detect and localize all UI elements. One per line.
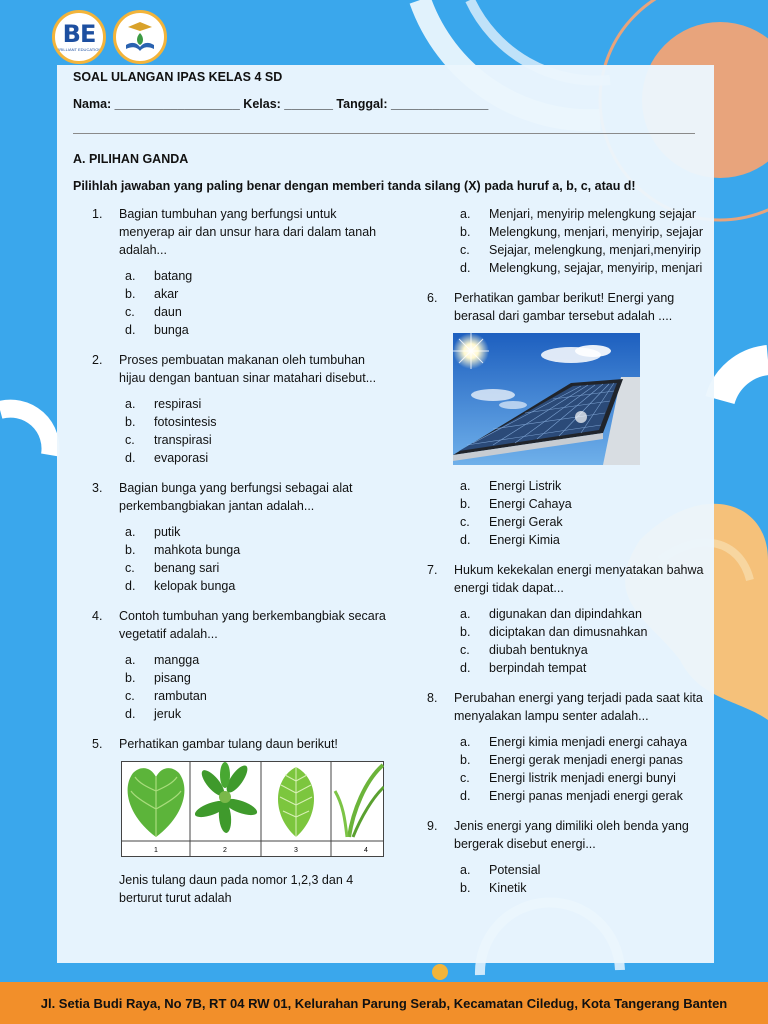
question-text: Bagian tumbuhan yang berfungsi untuk menyerap air dan unsur hara dari dalam tanah adalah... [119,207,377,257]
image-label: 3 [294,847,298,854]
option[interactable]: a. digunakan dan dipindahkan [460,607,642,621]
question-text: Perhatikan gambar berikut! Energi yang berasal dari gambar tersebut adalah .... [454,291,675,323]
option[interactable]: b. akar [125,287,179,301]
option[interactable]: a. Menjari, menyirip melengkung sejajar [460,207,697,221]
question-3: 3. Bagian bunga yang berfungsi sebagai alat perkembangbiakan jantan adalah... a. putik b. mahkota bunga c. benang sari d. kelopak bunga [92,479,392,595]
address-text: Jl. Setia Budi Raya, No 7B, RT 04 RW 01, Kelurahan Parung Serab, Kecamatan Ciledug, Kota Tangerang Banten [40,995,728,1011]
school-logo [113,10,167,64]
question-text: Bagian bunga yang berfungsi sebagai alat perkembangbiakan jantan adalah... [119,481,353,513]
address-footer [0,982,768,1024]
question-1: 1. Bagian tumbuhan yang berfungsi untuk menyerap air dan unsur hara dari dalam tanah adalah... a. batang b. akar c. daun d. bunga [92,205,392,339]
question-2: 2. Proses pembuatan makanan oleh tumbuhan hijau dengan bantuan sinar matahari disebut... a. respirasi b. fotosintesis c. transpirasi d. evaporasi [92,351,392,467]
question-text: Jenis energi yang dimiliki oleh benda yang bergerak disebut energi... [454,819,689,851]
image-label: 4 [364,847,368,854]
logo-subtext: BRILLIANT EDUCATION [56,47,102,52]
option[interactable]: a. respirasi [125,397,202,411]
image-label: 2 [223,847,227,854]
image-label: 1 [154,847,158,854]
option[interactable]: c. Energi listrik menjadi energi bunyi [460,771,676,785]
option[interactable]: b. Melengkung, menjari, menyirip, sejajar [460,225,703,239]
option[interactable]: a. Potensial [460,863,541,877]
question-5: 5. Perhatikan gambar tulang daun berikut! 1 2 3 4 Jenis tulang daun pada nomor 1,2,3 dan 4 berturut turut adalah [92,735,392,907]
question-text: Perhatikan gambar tulang daun berikut! [119,737,338,751]
option[interactable]: d. kelopak bunga [125,579,236,593]
logo-text: BE [62,20,96,48]
question-8: 8. Perubahan energi yang terjadi pada saat kita menyalakan lampu senter adalah... a. Energi kimia menjadi energi cahaya b. Energi gerak menjadi energi panas c. Energi listrik menjadi energi bunyi d. Energi panas menjadi energi gerak [427,689,707,805]
exam-title: SOAL ULANGAN IPAS KELAS 4 SD [73,70,283,84]
option[interactable]: a. batang [125,269,193,283]
option[interactable]: a. Energi Listrik [460,479,562,493]
question-text: Perubahan energi yang terjadi pada saat kita menyalakan lampu senter adalah... [454,691,703,723]
question-9: 9. Jenis energi yang dimiliki oleh benda yang bergerak disebut energi... a. Potensial b. Kinetik [427,817,707,897]
option[interactable]: a. Energi kimia menjadi energi cahaya [460,735,688,749]
divider [73,133,695,134]
option[interactable]: d. berpindah tempat [460,661,587,675]
question-7: 7. Hukum kekekalan energi menyatakan bahwa energi tidak dapat... a. digunakan dan dipindahkan b. diciptakan dan dimusnahkan c. diubah bentuknya d. berpindah tempat [427,561,707,677]
question-text: Hukum kekekalan energi menyatakan bahwa energi tidak dapat... [454,563,704,595]
option[interactable]: a. putik [125,525,181,539]
option[interactable]: c. Sejajar, melengkung, menjari,menyirip [460,243,701,257]
option[interactable]: b. fotosintesis [125,415,217,429]
question-6: 6. Perhatikan gambar berikut! Energi yang berasal dari gambar tersebut adalah .... a. Energi Listrik b. Energi Cahaya c. Energi Gerak d. Energi Kimia [427,289,707,549]
option[interactable]: b. Energi Cahaya [460,497,572,511]
option[interactable]: d. jeruk [125,707,182,721]
question-text: Proses pembuatan makanan oleh tumbuhan hijau dengan bantuan sinar matahari disebut... [119,353,377,385]
book-emblem-icon [118,15,162,59]
instructions: Pilihlah jawaban yang paling benar dengan memberi tanda silang (X) pada huruf a, b, c, atau d! [73,179,636,193]
option[interactable]: c. transpirasi [125,433,212,447]
section-title: A. PILIHAN GANDA [73,152,189,166]
option[interactable]: d. Melengkung, sejajar, menyirip, menjari [460,261,703,275]
right-column [427,205,707,897]
question-4: 4. Contoh tumbuhan yang berkembangbiak secara vegetatif adalah... a. mangga b. pisang c. rambutan d. jeruk [92,607,392,723]
option[interactable]: d. Energi panas menjadi energi gerak [460,789,683,803]
option[interactable]: c. diubah bentuknya [460,643,588,657]
left-column [92,205,392,907]
option[interactable]: d. Energi Kimia [460,533,560,547]
option[interactable]: c. benang sari [125,561,220,575]
brilliant-education-logo [52,10,106,64]
option[interactable]: d. bunga [125,323,189,337]
option[interactable]: a. mangga [125,653,200,667]
question-5-options [427,205,707,277]
option[interactable]: b. pisang [125,671,191,685]
solar-panel-image [453,333,640,465]
option[interactable]: c. Energi Gerak [460,515,563,529]
option[interactable]: d. evaporasi [125,451,209,465]
option[interactable]: b. mahkota bunga [125,543,241,557]
student-info-fields: Nama: __________________ Kelas: _______ Tanggal: ______________ [73,97,489,111]
option[interactable]: b. diciptakan dan dimusnahkan [460,625,648,639]
leaf-venation-image [121,761,384,857]
option[interactable]: c. daun [125,305,182,319]
question-text: Contoh tumbuhan yang berkembangbiak secara vegetatif adalah... [119,609,386,641]
question-followup: Jenis tulang daun pada nomor 1,2,3 dan 4 berturut turut adalah [119,873,354,905]
option[interactable]: c. rambutan [125,689,207,703]
option[interactable]: b. Kinetik [460,881,527,895]
option[interactable]: b. Energi gerak menjadi energi panas [460,753,683,767]
